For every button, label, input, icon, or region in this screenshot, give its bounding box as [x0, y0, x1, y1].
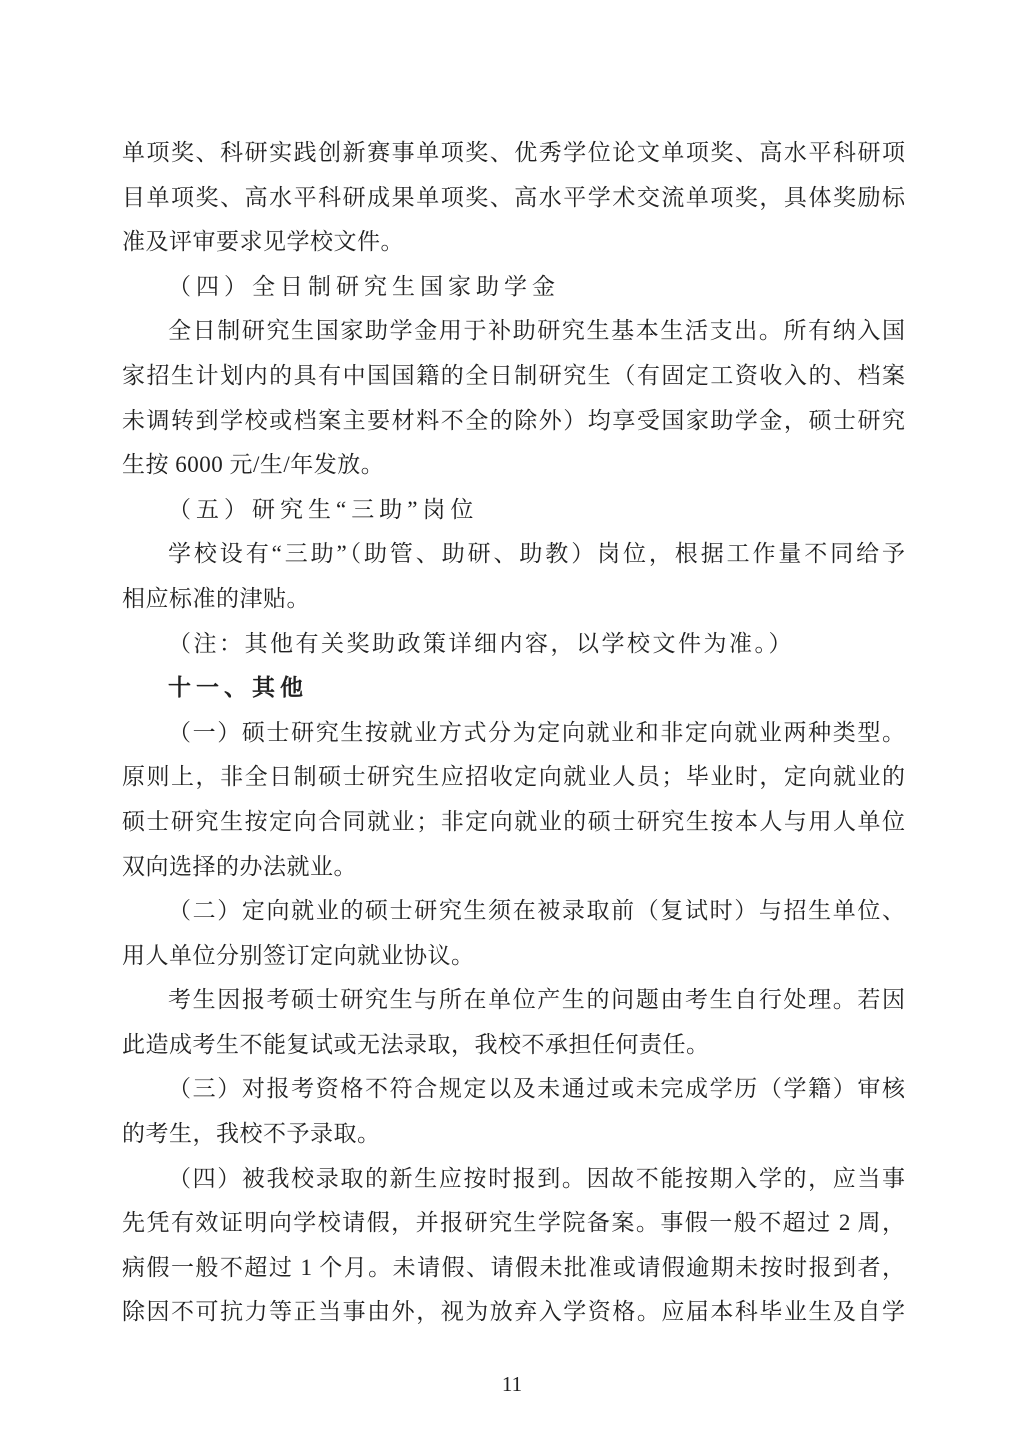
text-line: （五）研究生“三助”岗位: [168, 496, 479, 522]
text-line: 硕士研究生按定向合同就业；非定向就业的硕士研究生按本人与用人单位: [122, 808, 905, 834]
text-line: 原则上，非全日制硕士研究生应招收定向就业人员；毕业时，定向就业的: [122, 764, 905, 790]
text-line: 目单项奖、高水平科研成果单项奖、高水平学术交流单项奖，具体奖励标: [122, 184, 905, 210]
text-line: （注：其他有关奖助政策详细内容，以学校文件为准。）: [168, 630, 794, 656]
text-line: （四）被我校录取的新生应按时报到。因故不能按期入学的，应当事: [168, 1165, 905, 1191]
text-line: 全日制研究生国家助学金用于补助研究生基本生活支出。所有纳入国: [168, 318, 905, 344]
text-line: （一）硕士研究生按就业方式分为定向就业和非定向就业两种类型。: [168, 719, 905, 745]
text-line: 此造成考生不能复试或无法录取，我校不承担任何责任。: [122, 1031, 710, 1057]
page-number: 11: [501, 1372, 523, 1396]
text-line: （四）全日制研究生国家助学金: [168, 273, 560, 299]
text-line: 学校设有“三助”（助管、助研、助教）岗位，根据工作量不同给予: [168, 541, 905, 567]
text-line: 用人单位分别签订定向就业协议。: [122, 942, 475, 968]
text-line: 未调转到学校或档案主要材料不全的除外）均享受国家助学金，硕士研究: [122, 407, 905, 433]
text-line: 先凭有效证明向学校请假，并报研究生学院备案。事假一般不超过 2 周，: [122, 1210, 905, 1236]
text-line: 家招生计划内的具有中国国籍的全日制研究生（有固定工资收入的、档案: [122, 362, 905, 388]
text-line: 双向选择的办法就业。: [122, 853, 357, 879]
section-heading: 十一、其他: [168, 675, 308, 701]
document-text: [122, 131, 905, 1335]
text-line: 的考生，我校不予录取。: [122, 1121, 381, 1147]
text-line: 单项奖、科研实践创新赛事单项奖、优秀学位论文单项奖、高水平科研项: [122, 140, 905, 165]
text-line: （二）定向就业的硕士研究生须在被录取前（复试时）与招生单位、: [168, 898, 905, 924]
text-line: 准及评审要求见学校文件。: [122, 229, 404, 255]
text-line: 相应标准的津贴。: [122, 585, 310, 611]
text-line: 生按 6000 元/生/年发放。: [122, 452, 385, 478]
text-line: 考生因报考硕士研究生与所在单位产生的问题由考生自行处理。若因: [168, 987, 905, 1013]
text-line: （三）对报考资格不符合规定以及未通过或未完成学历（学籍）审核: [168, 1076, 905, 1102]
text-line: 除因不可抗力等正当事由外，视为放弃入学资格。应届本科毕业生及自学: [122, 1299, 905, 1325]
text-line: 病假一般不超过 1 个月。未请假、请假未批准或请假逾期未按时报到者，: [122, 1254, 905, 1280]
